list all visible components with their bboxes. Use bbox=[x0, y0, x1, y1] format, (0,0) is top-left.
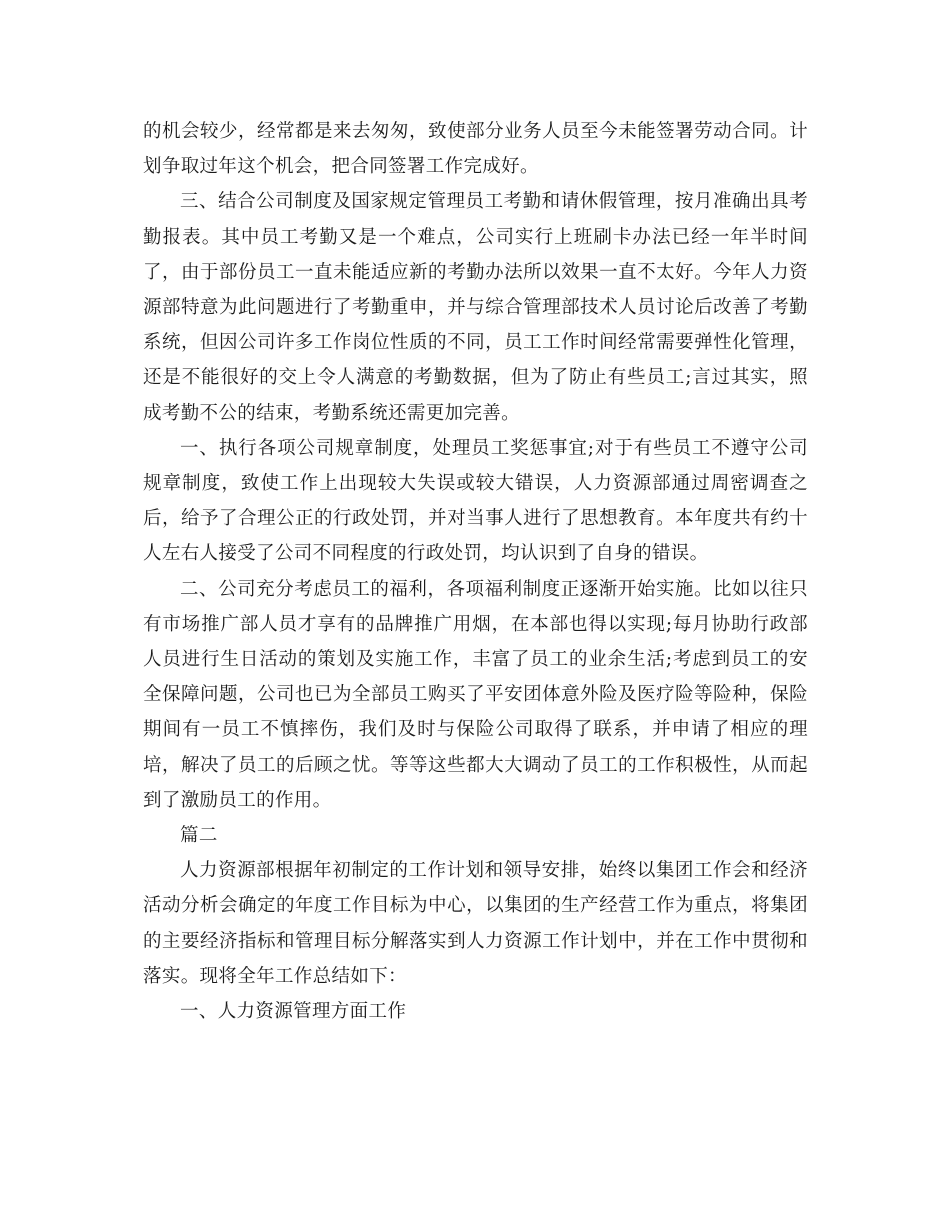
paragraph-hr-work-plan: 人力资源部根据年初制定的工作计划和领导安排，始终以集团工作会和经济活动分析会确定的年度工作目标为中心，以集团的生产经营工作为重点，将集团的主要经济指标和管理目标分解落实到人力资源工作计划中，并在工作中贯彻和落实。现将全年工作总结如下： bbox=[143, 860, 808, 987]
paragraph-employee-welfare: 二、公司充分考虑员工的福利，各项福利制度正逐渐开始实施。比如以往只有市场推广部人员才享有的品牌推广用烟，在本部也得以实现;每月协助行政部人员进行生日活动的策划及实施工作，丰富了员工的业余生活;考虑到员工的安全保障问题，公司也已为全部员工购买了平安团体意外险及医疗险等险种，保险期间有一员工不慎摔伤，我们及时与保险公司取得了联系，并申请了相应的理培，解决了员工的后顾之忧。等等这些都大大调动了员工的工作积极性，从而起到了激励员工的作用。 bbox=[143, 578, 808, 811]
paragraph-contract-continuation: 的机会较少，经常都是来去匆匆，致使部分业务人员至今未能签署劳动合同。计划争取过年这个机会，把合同签署工作完成好。 bbox=[143, 121, 808, 178]
document-body bbox=[143, 114, 808, 1029]
paragraph-rules-discipline: 一、执行各项公司规章制度，处理员工奖惩事宜;对于有些员工不遵守公司规章制度，致使工作上出现较大失误或较大错误，人力资源部通过周密调查之后，给予了合理公正的行政处罚，并对当事人进行了思想教育。本年度共有约十人左右人接受了公司不同程度的行政处罚，均认识到了自身的错误。 bbox=[143, 437, 808, 565]
paragraph-attendance-management: 三、结合公司制度及国家规定管理员工考勤和请休假管理，按月准确出具考勤报表。其中员工考勤又是一个难点，公司实行上班刷卡办法已经一年半时间了，由于部份员工一直未能适应新的考勤办法所以效果一直不太好。今年人力资源部特意为此问题进行了考勤重申，并与综合管理部技术人员讨论后改善了考勤系统，但因公司许多工作岗位性质的不同，员工工作时间经常需要弹性化管理，还是不能很好的交上令人满意的考勤数据，但为了防止有些员工;言过其实，照成考勤不公的结束，考勤系统还需更加完善。 bbox=[143, 191, 808, 424]
section-heading-hr-management: 一、人力资源管理方面工作 bbox=[180, 1001, 407, 1023]
section-heading-part-two: 篇二 bbox=[180, 825, 218, 847]
